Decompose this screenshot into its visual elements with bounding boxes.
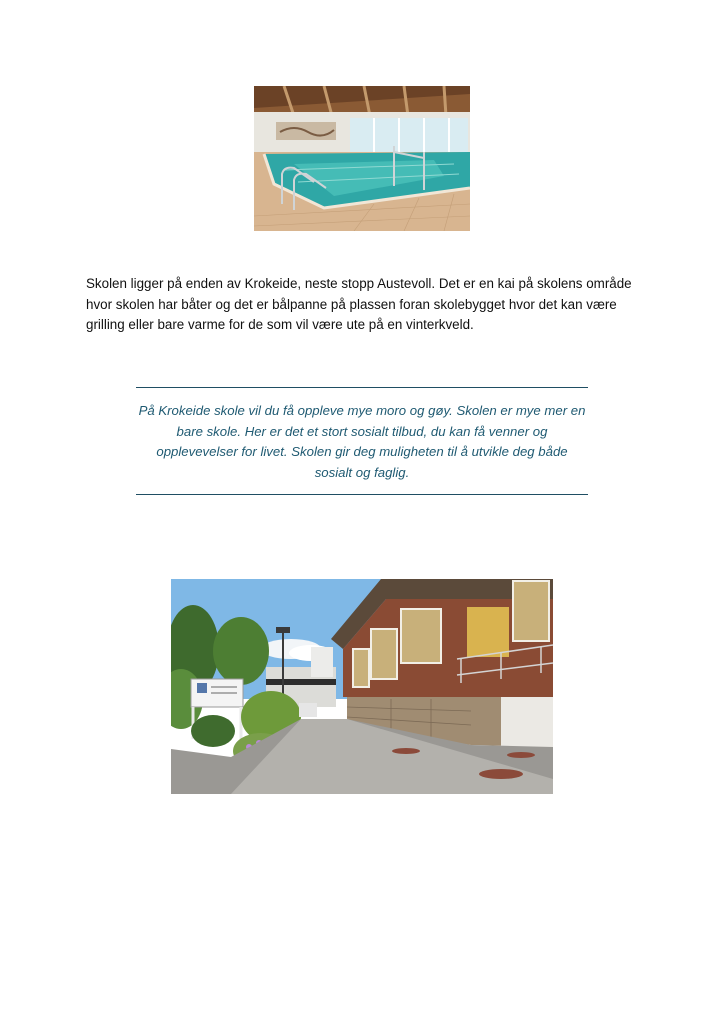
building-illustration xyxy=(171,579,553,794)
pull-quote xyxy=(136,387,588,495)
pull-quote-text: På Krokeide skole vil du få oppleve mye moro og gøy. Skolen er mye mer en bare skole. Her er det et stort sosialt tilbud, du kan få venner og opplevevelser for livet. Skolen gir deg muligheten til å utvikle deg både sosialt og faglig. xyxy=(138,403,586,480)
indoor-pool-photo xyxy=(254,86,470,231)
pool-illustration xyxy=(254,86,470,231)
body-paragraph: Skolen ligger på enden av Krokeide, neste stopp Austevoll. Det er en kai på skolens område hvor skolen har båter og det er bålpanne på plassen foran skolebygget hvor det kan være grilling eller bare varme for de som vil være ute på en vinterkveld. xyxy=(86,276,632,332)
school-building-photo xyxy=(171,579,553,794)
